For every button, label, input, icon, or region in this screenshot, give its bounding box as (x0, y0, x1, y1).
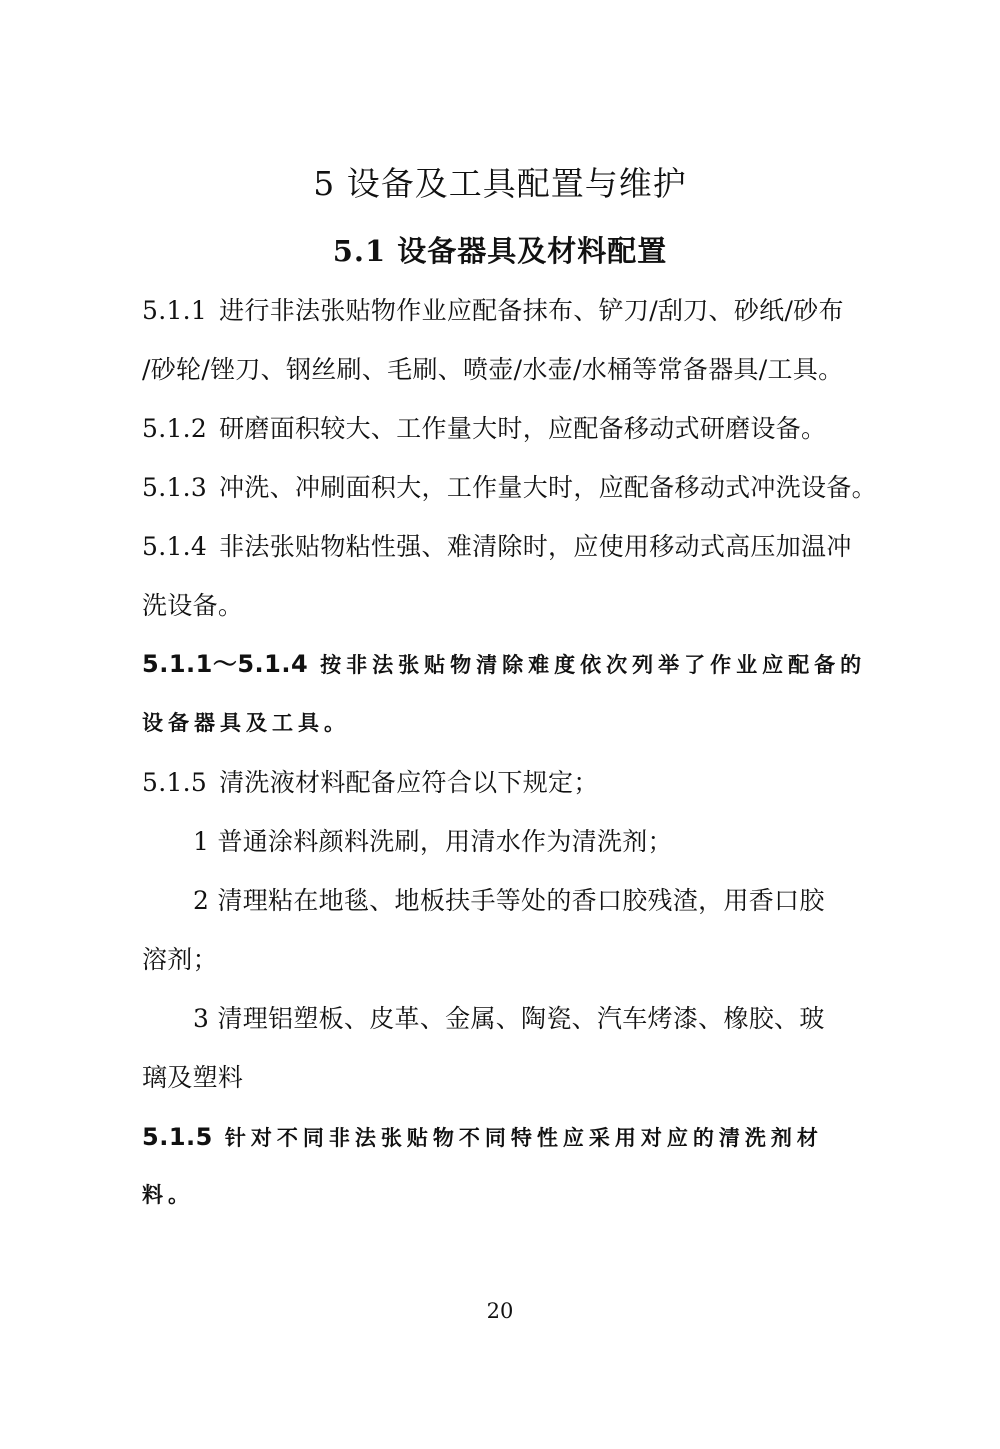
section-title: 5.1 设备器具及材料配置 (332, 234, 668, 268)
clause-5-1-4-line-2: 洗设备。 (142, 591, 244, 620)
clause-5-1-1-line-1 (142, 294, 844, 328)
clause-5-1-4-line-1 (142, 530, 852, 564)
clause-number: 5.1.4 (142, 532, 208, 561)
page-number: 20 (486, 1299, 514, 1323)
commentary-text: 针对不同非法张贴物不同特性应采用对应的清洗剂材 (224, 1126, 823, 1150)
clause-5-1-1-line-2: /砂轮/锉刀、钢丝刷、毛刷、喷壶/水壶/水桶等常备器具/工具。 (142, 355, 844, 384)
clause-5-1-3-line-1 (142, 471, 877, 505)
clause-5-1-5-item-2-line-2: 溶剂； (142, 945, 218, 974)
clause-number: 5.1.1 (142, 296, 208, 325)
clause-text: 进行非法张贴物作业应配备抹布、铲刀/刮刀、砂纸/砂布 (219, 296, 844, 325)
chapter-title: 5 设备及工具配置与维护 (313, 164, 687, 203)
clause-number: 5.1.5 (142, 768, 208, 797)
clause-text: 非法张贴物粘性强、难清除时，应使用移动式高压加温冲 (219, 532, 852, 561)
clause-number: 5.1.3 (142, 473, 208, 502)
commentary-number: 5.1.5 (142, 1123, 213, 1151)
commentary-number: 5.1.1～5.1.4 (142, 650, 309, 678)
clause-5-1-5-item-3-line-2: 璃及塑料 (142, 1063, 244, 1092)
clause-5-1-5-item-3-line-1: 3 清理铝塑板、皮革、金属、陶瓷、汽车烤漆、橡胶、玻 (193, 1004, 825, 1033)
commentary-5-1-5-line-2: 料。 (142, 1183, 194, 1207)
commentary-text: 按非法张贴物清除难度依次列举了作业应配备的 (320, 653, 867, 677)
clause-text: 清洗液材料配备应符合以下规定； (219, 768, 599, 797)
commentary-5-1-1-to-5-1-4-line-2: 设备器具及工具。 (142, 711, 350, 735)
clause-5-1-5-item-2-line-1: 2 清理粘在地毯、地板扶手等处的香口胶残渣，用香口胶 (193, 886, 825, 915)
clause-5-1-5-line-1 (142, 766, 599, 800)
clause-5-1-5-item-1: 1 普通涂料颜料洗刷，用清水作为清洗剂； (193, 827, 673, 856)
clause-number: 5.1.2 (142, 414, 208, 443)
clause-5-1-2-line-1 (142, 412, 826, 446)
clause-text: 研磨面积较大、工作量大时，应配备移动式研磨设备。 (219, 414, 827, 443)
clause-text: 冲洗、冲刷面积大，工作量大时，应配备移动式冲洗设备。 (219, 473, 877, 502)
commentary-5-1-1-to-5-1-4-line-1 (142, 649, 866, 680)
commentary-5-1-5-line-1 (142, 1122, 823, 1153)
